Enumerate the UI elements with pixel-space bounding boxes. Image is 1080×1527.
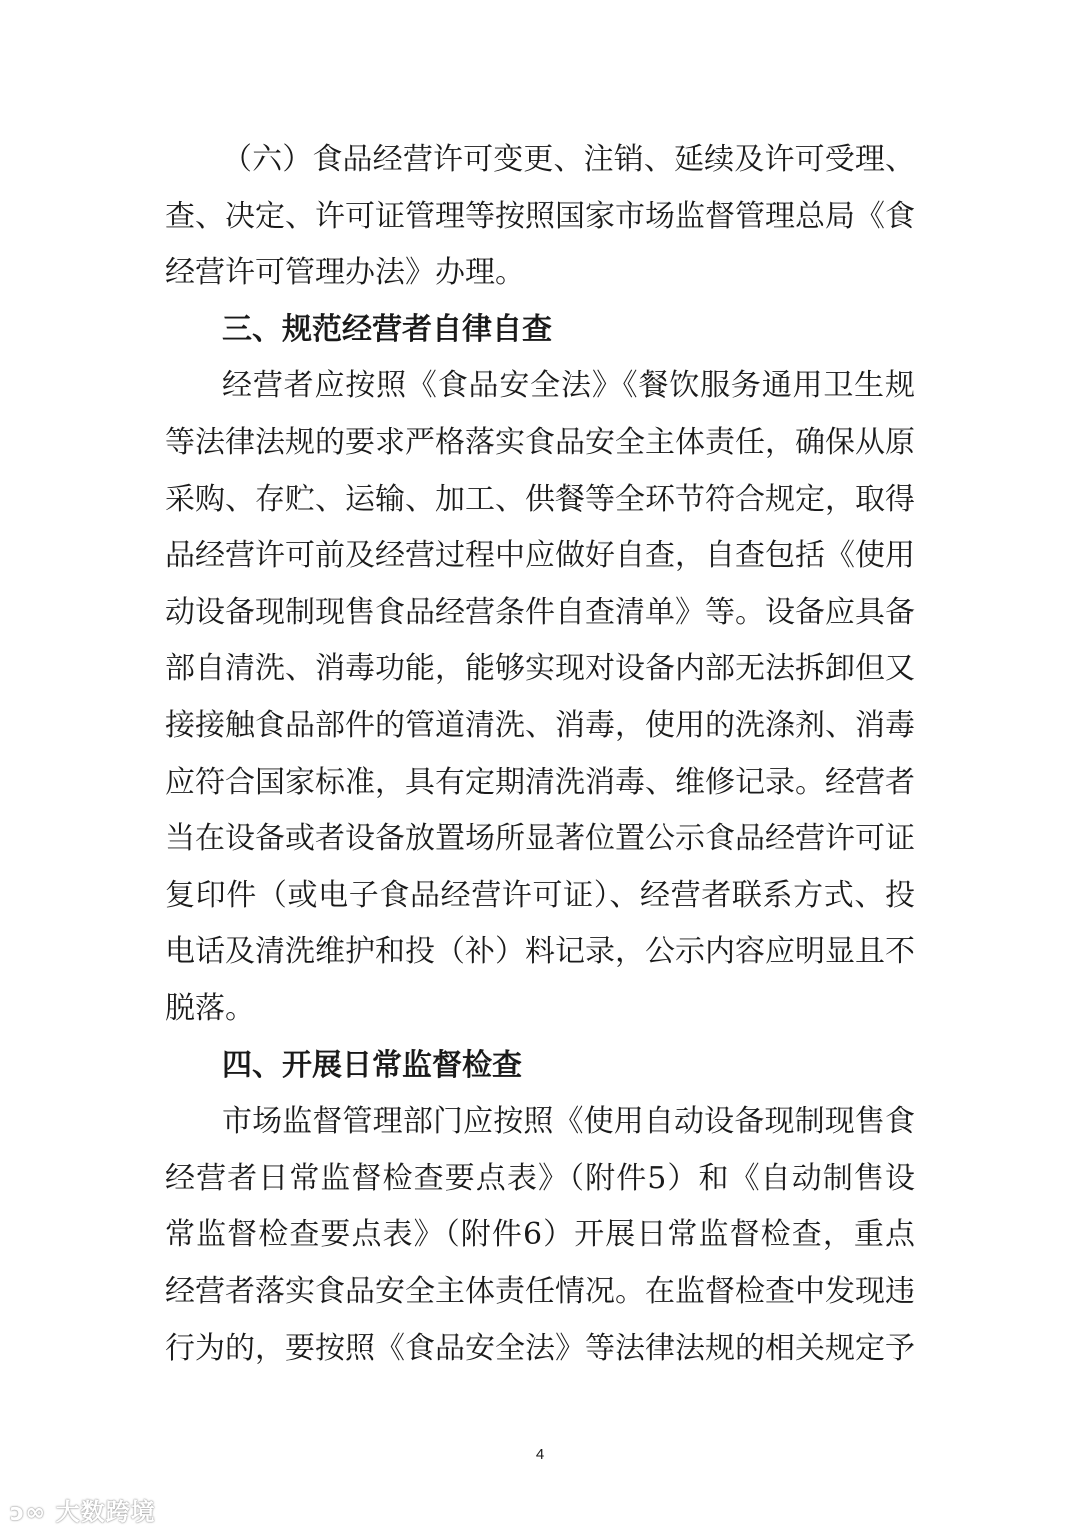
paragraph-line: 查、决定、许可证管理等按照国家市场监督管理总局《食 xyxy=(165,198,915,234)
paragraph-line: 部自清洗、消毒功能，能够实现对设备内部无法拆卸但又 xyxy=(165,651,915,687)
watermark-text: 大数跨境 xyxy=(55,1498,156,1526)
paragraph-line: 行为的，要按照《食品安全法》等法律法规的相关规定予 xyxy=(165,1330,915,1366)
paragraph-line: 当在设备或者设备放置场所显著位置公示食品经营许可证 xyxy=(165,821,915,857)
paragraph-line: （六）食品经营许可变更、注销、延续及许可受理、 xyxy=(222,142,915,177)
paragraph-line: 采购、存贮、运输、加工、供餐等全环节符合规定，取得 xyxy=(165,481,915,517)
paragraph-line: 脱落。 xyxy=(165,991,255,1026)
section-heading: 四、开展日常监督检查 xyxy=(222,1047,522,1083)
paragraph-line: 品经营许可前及经营过程中应做好自查，自查包括《使用 xyxy=(165,538,915,574)
paragraph-line: 市场监督管理部门应按照《使用自动设备现制现售食 xyxy=(222,1104,915,1140)
paragraph-line: 经营者落实食品安全主体责任情况。在监督检查中发现违 xyxy=(165,1274,915,1309)
paragraph-line: 常监督检查要点表》（附件6）开展日常监督检查，重点 xyxy=(165,1217,915,1253)
paragraph-line: 应符合国家标准，具有定期清洗消毒、维修记录。经营者 xyxy=(165,764,915,800)
paragraph-line: 动设备现制现售食品经营条件自查清单》等。设备应具备 xyxy=(165,594,915,630)
paragraph-line: 复印件（或电子食品经营许可证）、经营者联系方式、投 xyxy=(165,877,915,913)
paragraph-line: 接接触食品部件的管道清洗、消毒，使用的洗涤剂、消毒 xyxy=(165,708,915,743)
paragraph-line: 等法律法规的要求严格落实食品安全主体责任，确保从原 xyxy=(165,425,915,460)
section-heading: 三、规范经营者自律自查 xyxy=(222,311,552,347)
watermark-logo: ↄ∞ 大数跨境 xyxy=(10,1498,156,1526)
paragraph-line: 经营者应按照《食品安全法》《餐饮服务通用卫生规 xyxy=(222,368,915,404)
page-number: 4 xyxy=(535,1446,545,1463)
paragraph-line: 经营者日常监督检查要点表》（附件5）和《自动制售设 xyxy=(165,1160,915,1196)
paragraph-line: 电话及清洗维护和投（补）料记录，公示内容应明显且不 xyxy=(165,934,915,970)
paragraph-line: 经营许可管理办法》办理。 xyxy=(165,255,525,291)
